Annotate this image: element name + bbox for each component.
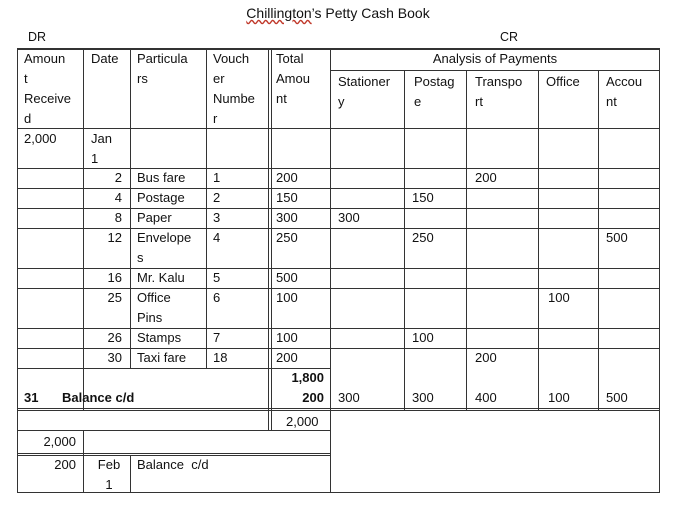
grid-line-v [206,48,207,368]
balance-account: 500 [606,390,628,405]
row-particulars: Mr. Kalu [137,270,185,285]
row-voucher: 2 [213,190,221,205]
header-analysis: Analysis of Payments [432,51,558,66]
header-postage: Postag e [414,74,455,109]
dr-label: DR [28,30,47,44]
row-voucher: 18 [213,350,228,365]
row-total: 200 [276,350,298,365]
header-particulars: Particula rs [137,51,188,86]
row-total: 300 [276,210,298,225]
grid-line-v [404,70,405,410]
row-day: 12 [107,230,122,245]
page-title [0,5,676,21]
balance-total: 200 [302,390,324,405]
header-office: Office [546,74,580,89]
title-name: Chillington [246,5,312,21]
grid-line-v [330,48,331,492]
row-voucher: 6 [213,290,221,305]
row-day: 16 [107,270,122,285]
grid-line-v [83,430,84,492]
grand-total: 2,000 [286,414,319,429]
grid-line-v [659,48,660,492]
next-amount: 200 [54,457,76,472]
title-suffix: ’s Petty Cash Book [311,5,430,21]
row-voucher: 4 [213,230,221,245]
row-stationery: 300 [338,210,360,225]
row-voucher: 3 [213,210,221,225]
row-postage: 150 [412,190,434,205]
row-particulars: Paper [137,210,172,225]
row-transport: 200 [475,350,497,365]
row-day: 26 [107,330,122,345]
row-postage: 100 [412,330,434,345]
header-amount-received: Amoun t Receive d [24,51,71,126]
grid-line-h [17,408,660,409]
cr-label: CR [500,30,519,44]
header-voucher: Vouch er Numbe r [213,51,255,126]
grid-line-v [130,48,131,368]
row-voucher: 7 [213,330,221,345]
row-day: 8 [114,210,122,225]
grid-line-h [17,410,660,411]
row-particulars: Stamps [137,330,182,345]
row-particulars: Bus fare [137,170,186,185]
opening-date: Jan 1 [91,131,112,166]
row-account: 500 [606,230,628,245]
grid-line-h [330,70,660,71]
row-particulars: Envelope s [137,230,192,265]
grid-line-v [130,455,131,492]
grid-line-v [268,48,269,430]
header-total: Total Amou nt [276,51,310,106]
row-particulars: Taxi fare [137,350,187,365]
row-postage: 250 [412,230,434,245]
row-day: 30 [107,350,122,365]
grid-line-h [17,430,330,431]
grid-line-v [538,70,539,410]
row-day: 4 [114,190,122,205]
balance-office: 100 [548,390,570,405]
row-total: 100 [276,330,298,345]
row-voucher: 5 [213,270,221,285]
row-office: 100 [548,290,570,305]
row-total: 500 [276,270,298,285]
row-total: 250 [276,230,298,245]
opening-amount: 2,000 [24,131,57,146]
subtotal: 1,800 [291,370,324,385]
grid-line-h [17,453,330,454]
balance-label: Balance c/d [62,390,135,405]
row-transport: 200 [475,170,497,185]
row-total: 100 [276,290,298,305]
balance-day: 31 [24,390,39,405]
row-total: 200 [276,170,298,185]
grid-line-v [598,70,599,410]
row-day: 2 [114,170,122,185]
grid-line-v [17,48,18,492]
header-stationery: Stationer y [338,74,391,109]
row-total: 150 [276,190,298,205]
balance-postage: 300 [412,390,434,405]
balance-stationery: 300 [338,390,360,405]
header-transport: Transpo rt [475,74,523,109]
next-date: Feb 1 [97,457,121,492]
grid-line-v [466,70,467,410]
row-voucher: 1 [213,170,221,185]
header-date: Date [91,51,119,66]
header-account: Accou nt [606,74,643,109]
row-particulars: Postage [137,190,185,205]
row-day: 25 [107,290,122,305]
closing-total: 2,000 [43,434,76,449]
row-particulars: Office Pins [137,290,171,325]
balance-transport: 400 [475,390,497,405]
next-label: Balance c/d [137,457,209,472]
